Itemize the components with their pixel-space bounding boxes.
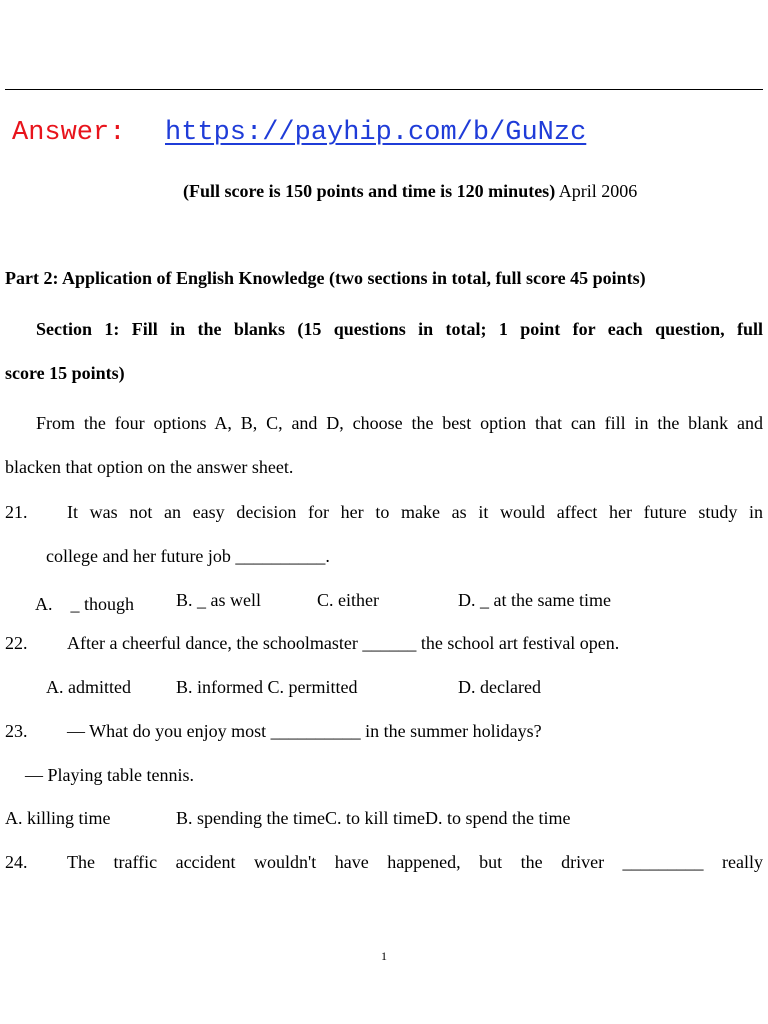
- question-reply: — Playing table tennis.: [25, 765, 194, 785]
- exam-date: April 2006: [555, 181, 638, 201]
- part2-title: Part 2: Application of English Knowledge (two sections in total, full score 45 points): [5, 268, 646, 288]
- exam-subtitle: [183, 181, 637, 202]
- section1-heading-line2: score 15 points): [5, 363, 125, 383]
- option-d: D. _ at the same time: [458, 590, 611, 610]
- answer-label: Answer:: [12, 118, 126, 148]
- question-text: After a cheerful dance, the schoolmaster ______ the school art festival open.: [67, 633, 620, 653]
- option-a: A. admitted: [46, 677, 131, 697]
- answer-link[interactable]: https://payhip.com/b/GuNzc: [165, 118, 587, 148]
- question-text: — What do you enjoy most __________ in the summer holidays?: [67, 721, 542, 741]
- page-number: 1: [381, 949, 387, 963]
- option-d: D. declared: [458, 677, 541, 697]
- option-b-c: B. informed C. permitted: [176, 677, 358, 697]
- option-b: B. _ as well: [176, 590, 261, 610]
- instruction-line1: From the four options A, B, C, and D, choose the best option that can fill in the blank and: [36, 413, 763, 433]
- question-number: 22.: [5, 633, 28, 653]
- header-rule: [5, 89, 763, 90]
- option-a: A. killing time: [5, 808, 111, 828]
- question-number: 21.: [5, 502, 28, 522]
- score-time-note: (Full score is 150 points and time is 120 minutes): [183, 181, 556, 201]
- question-text: It was not an easy decision for her to make as it would affect her future study in: [67, 502, 763, 522]
- option-c: C. either: [317, 590, 379, 610]
- question-text-continued: college and her future job __________.: [46, 546, 330, 566]
- instruction-line2: blacken that option on the answer sheet.: [5, 457, 294, 477]
- option-a: A. _ though: [35, 594, 134, 614]
- question-number: 24.: [5, 852, 28, 872]
- question-text: The traffic accident wouldn't have happened, but the driver _________ really: [67, 852, 763, 872]
- option-b-c-d: B. spending the timeC. to kill timeD. to spend the time: [176, 808, 571, 828]
- section1-heading-line1: Section 1: Fill in the blanks (15 questions in total; 1 point for each question, full: [36, 319, 763, 339]
- question-number: 23.: [5, 721, 28, 741]
